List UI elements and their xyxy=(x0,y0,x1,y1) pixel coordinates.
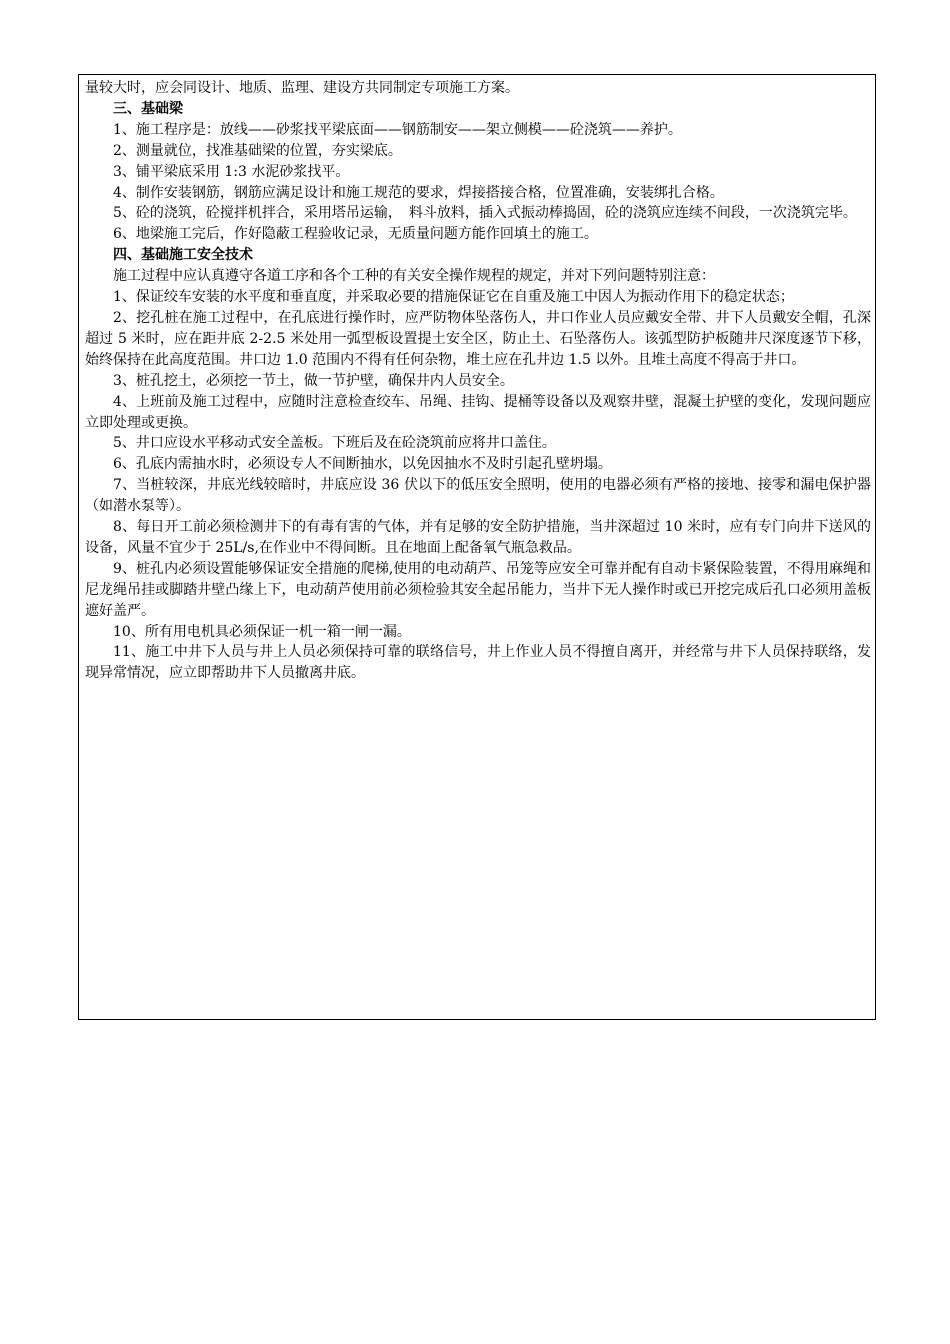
paragraph: 5、井口应设水平移动式安全盖板。下班后及在砼浇筑前应将井口盖住。 xyxy=(113,435,556,452)
paragraph: 11、施工中井下人员与井上人员必须保持可靠的联络信号，井上作业人员不得擅自离开，并经常与井下人员保持联络，发现异常情况，应立即帮助井下人员撤离井底。 xyxy=(85,644,871,682)
paragraph: 3、铺平梁底采用 1:3 水泥砂浆找平。 xyxy=(113,163,350,180)
paragraph-continuation: 量较大时，应会同设计、地质、监理、建设方共同制定专项施工方案。 xyxy=(85,80,519,96)
section-heading-safety: 四、基础施工安全技术 xyxy=(113,247,253,264)
paragraph: 9、桩孔内必须设置能够保证安全措施的爬梯,使用的电动葫芦、吊笼等应安全可靠并配有自动卡紧保险装置，不得用麻绳和尼龙绳吊挂或脚踏井壁凸缘上下，电动葫芦使用前必须检验其安全起吊能力，当井下无人操作时或已开挖完成后孔口必须用盖板遮好盖严。 xyxy=(85,560,871,619)
paragraph: 3、桩孔挖土，必须挖一节土，做一节护壁，确保井内人员安全。 xyxy=(113,372,514,389)
paragraph: 施工过程中应认真遵守各道工序和各个工种的有关安全操作规程的规定，并对下列问题特别注意： xyxy=(113,268,715,285)
paragraph: 5、砼的浇筑，砼搅拌机拌合，采用塔吊运输， 料斗放料，插入式振动棒捣固，砼的浇筑应连续不间段，一次浇筑完毕。 xyxy=(113,205,857,222)
document-frame xyxy=(78,74,876,1020)
paragraph: 6、地梁施工完后，作好隐蔽工程验收记录，无质量问题方能作回填土的施工。 xyxy=(113,226,598,243)
section-heading-foundation-beam: 三、基础梁 xyxy=(113,100,183,117)
paragraph: 4、上班前及施工过程中，应随时注意检查绞车、吊绳、挂钩、提桶等设备以及观察井壁，混凝土护壁的变化，发现问题应立即处理或更换。 xyxy=(85,393,871,431)
paragraph: 1、施工程序是：放线——砂浆找平梁底面——钢筋制安——架立侧模——砼浇筑——养护。 xyxy=(113,121,682,138)
paragraph: 1、保证绞车安装的水平度和垂直度，并采取必要的措施保证它在自重及施工中因人为振动作用下的稳定状态； xyxy=(113,289,794,306)
paragraph: 10、所有用电机具必须保证一机一箱一闸一漏。 xyxy=(113,623,411,640)
paragraph: 8、每日开工前必须检测井下的有毒有害的气体，并有足够的安全防护措施，当井深超过 10 米时，应有专门向井下送风的设备，风量不宜少于 25L/s,在作业中不得间断。且在地面上配备氧气瓶急救品。 xyxy=(85,519,871,556)
paragraph: 6、孔底内需抽水时，必须设专人不间断抽水，以免因抽水不及时引起孔壁坍塌。 xyxy=(113,456,612,473)
paragraph: 2、测量就位，找准基础梁的位置，夯实梁底。 xyxy=(113,142,402,159)
paragraph: 7、当桩较深，井底光线较暗时，井底应设 36 伏以下的低压安全照明，使用的电器必须有严格的接地、接零和漏电保护器（如潜水泵等）。 xyxy=(85,477,871,515)
paragraph: 4、制作安装钢筋，钢筋应满足设计和施工规范的要求，焊接搭接合格，位置准确，安装绑扎合格。 xyxy=(113,184,724,201)
paragraph: 2、挖孔桩在施工过程中，在孔底进行操作时，应严防物体坠落伤人，井口作业人员应戴安全带、井下人员戴安全帽，孔深超过 5 米时，应在距井底 2-2.5 米处用一弧型板设置提土安全区，防止土、石坠落伤人。该弧型防护板随井尺深度逐节下移，始终保持在此高度范围。井口边 1.0 范围内不得有任何杂物，堆土应在孔井边 1.5 以外。且堆土高度不得高于井口。 xyxy=(85,309,871,368)
